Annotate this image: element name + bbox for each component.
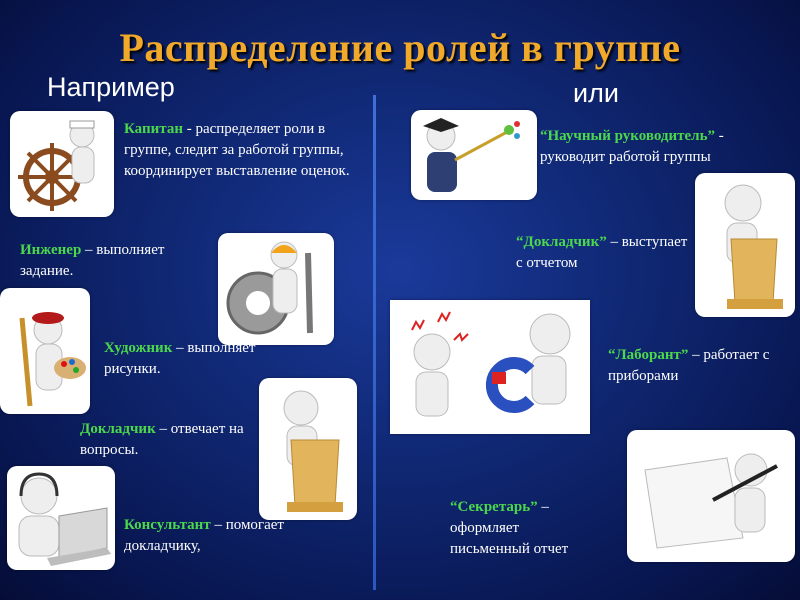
role-scientific-advisor-desc: - руководит работой группы bbox=[540, 128, 724, 165]
role-speaker-right-name: “Докладчик” bbox=[516, 234, 607, 250]
role-scientific-advisor-name: “Научный руководитель” bbox=[540, 128, 715, 144]
role-engineer-name: Инженер bbox=[20, 242, 82, 258]
role-speaker-right bbox=[516, 232, 696, 274]
role-engineer-desc: – выполняет задание. bbox=[20, 242, 165, 279]
role-scientific-advisor bbox=[540, 126, 790, 168]
lecturer-podium-icon bbox=[695, 173, 795, 317]
role-secretary-name: “Секретарь” bbox=[450, 499, 538, 515]
role-secretary-desc: – оформляет письменный отчет bbox=[450, 499, 569, 557]
column-divider bbox=[373, 95, 376, 590]
role-captain bbox=[124, 119, 354, 182]
engineer-gear-icon bbox=[218, 233, 334, 345]
consultant-laptop-icon bbox=[7, 466, 115, 570]
role-lab-assistant-desc: – работает с приборами bbox=[608, 347, 770, 384]
left-column-label: Например bbox=[47, 72, 175, 102]
role-speaker-right-desc: – выступает с отчетом bbox=[516, 234, 688, 271]
role-artist-name: Художник bbox=[104, 340, 173, 356]
captain-wheel-icon bbox=[10, 111, 114, 217]
role-captain-name: Капитан bbox=[124, 121, 183, 137]
role-secretary bbox=[450, 497, 600, 560]
role-captain-desc: - распределяет роли в группе, следит за работой группы, координирует выставление оценок. bbox=[124, 121, 350, 179]
role-consultant-desc: – помогает докладчику, bbox=[124, 517, 284, 554]
lab-magnet-icon bbox=[390, 300, 590, 434]
scientist-pointer-icon bbox=[411, 110, 537, 200]
role-speaker-left-desc: – отвечает на вопросы. bbox=[80, 421, 244, 458]
role-consultant bbox=[124, 515, 319, 557]
right-column-label: или bbox=[573, 78, 619, 108]
artist-palette-icon bbox=[0, 288, 90, 414]
role-engineer bbox=[20, 240, 210, 282]
secretary-pen-icon bbox=[627, 430, 795, 562]
role-artist-desc: – выполняет рисунки. bbox=[104, 340, 256, 377]
role-consultant-name: Консультант bbox=[124, 517, 211, 533]
role-speaker-left bbox=[80, 419, 255, 461]
slide-title: Распределение ролей в группе bbox=[119, 25, 681, 70]
role-artist bbox=[104, 338, 274, 380]
role-lab-assistant bbox=[608, 345, 798, 387]
role-lab-assistant-name: “Лаборант” bbox=[608, 347, 689, 363]
speaker-podium-icon bbox=[259, 378, 357, 520]
role-speaker-left-name: Докладчик bbox=[80, 421, 156, 437]
